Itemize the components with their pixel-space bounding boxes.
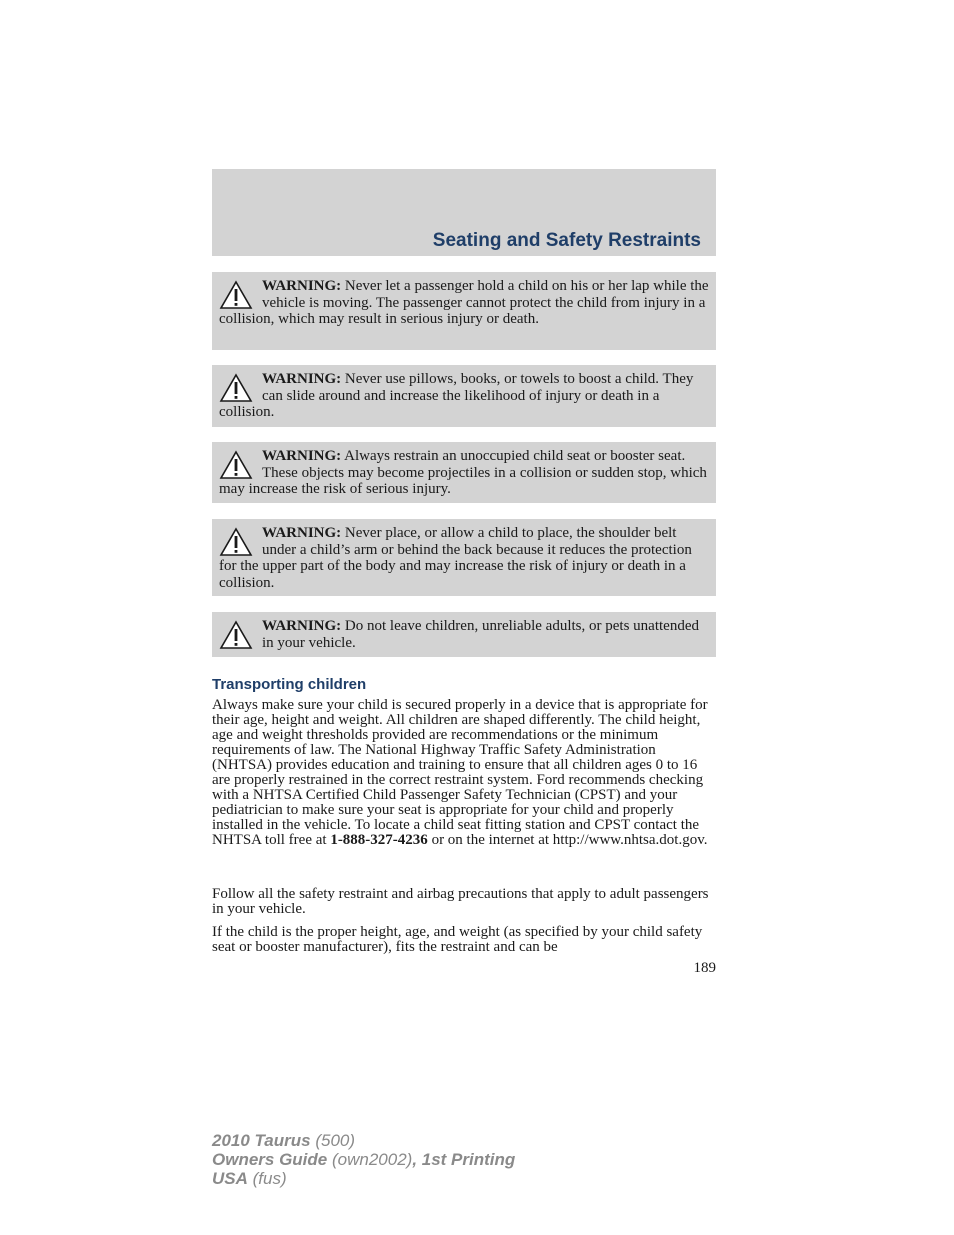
warning-text: Never let a passenger hold a child on his or her lap while the vehicle is moving. The passenger cannot protect the child from injury in a collision, which may result in serious injury or death. <box>219 278 709 327</box>
section-header-band <box>212 169 716 256</box>
warning-box <box>212 519 716 596</box>
warning-label: WARNING: <box>262 278 342 294</box>
warning-triangle-icon <box>219 620 253 650</box>
footer-printing: , 1st Printing <box>412 1150 516 1169</box>
warning-label: WARNING: <box>262 448 342 464</box>
page-number: 189 <box>693 960 716 976</box>
warning-box <box>212 612 716 657</box>
paragraph-text: or on the internet at http://www.nhtsa.dot.gov. <box>431 832 708 848</box>
footer-market-code: (fus) <box>252 1169 287 1188</box>
warning-label: WARNING: <box>262 371 342 387</box>
warning-label: WARNING: <box>262 525 342 541</box>
warning-text: Never place, or allow a child to place, the shoulder belt under a child’s arm or behind the back because it reduces the protection for the upper part of the body and may increase the risk of injury or death in a collision. <box>219 525 692 591</box>
warning-triangle-icon <box>219 450 253 480</box>
body-paragraph <box>212 698 718 848</box>
warning-triangle-icon <box>219 280 253 310</box>
warning-text: Always restrain an unoccupied child seat or booster seat. These objects may become projectiles in a collision or sudden stop, which may increase the risk of serious injury. <box>219 448 707 497</box>
warning-text: Never use pillows, books, or towels to boost a child. They can slide around and increase the likelihood of injury or death in a collision. <box>219 371 694 420</box>
warning-box <box>212 272 716 350</box>
page-title: Seating and Safety Restraints <box>432 230 701 251</box>
footer-model: 2010 Taurus <box>212 1131 311 1150</box>
phone-number: 1-888-327-4236 <box>330 832 428 848</box>
warning-label: WARNING: <box>262 618 342 634</box>
warning-text: Do not leave children, unreliable adults, or pets unattended in your vehicle. <box>262 618 699 651</box>
footer-model-code: (500) <box>315 1131 356 1150</box>
warning-box <box>212 442 716 503</box>
warning-box <box>212 365 716 427</box>
warning-triangle-icon <box>219 373 253 403</box>
body-paragraph: If the child is the proper height, age, and weight (as specified by your child safety seat or booster manufacturer), fits the restraint and can be <box>212 924 703 955</box>
footer-market: USA <box>212 1169 248 1188</box>
footer-guide-code: (own2002) <box>331 1150 413 1169</box>
paragraph-text: Always make sure your child is secured properly in a device that is appropriate for their age, height and weight. All children are shaped differently. The child height, age and weight thresholds provided are recommendations or the minimum requirements of law. The National Highway Traffic Safety Administration (NHTSA) provides education and training to ensure that all children ages 0 to 16 are properly restrained in the correct restraint system. Ford recommends checking with a NHTSA Certified Child Passenger Safety Technician (CPST) and your pediatrician to make sure your seat is appropriate for your child and properly installed in the vehicle. To locate a child seat fitting station and CPST contact the NHTSA toll free at <box>212 697 708 848</box>
footer-guide: Owners Guide <box>212 1150 328 1169</box>
body-paragraph: Follow all the safety restraint and airbag precautions that apply to adult passengers in your vehicle. <box>212 886 709 917</box>
document-footer <box>212 1131 515 1188</box>
section-heading: Transporting children <box>212 676 367 693</box>
warning-triangle-icon <box>219 527 253 557</box>
